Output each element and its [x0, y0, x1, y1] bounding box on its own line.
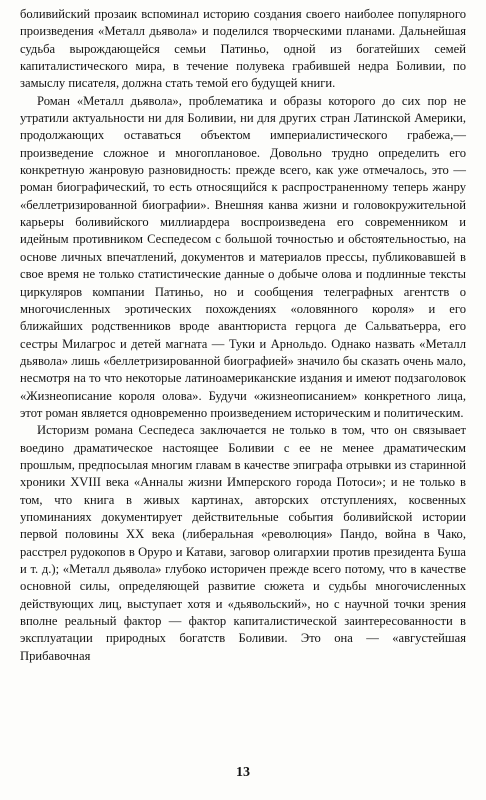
paragraph-novel-genre: Роман «Металл дьявола», проблематика и образы которого до сих пор не утратили актуальности ни для Боливии, ни для других стран Латинской Америки, продолжающих оставаться объектом империалистического грабежа,— произведение сложное и многоплановое. Довольно трудно определить его конкретную жанровую разновидность: прежде всего, как уже отмечалось, это — роман биографический, то есть относящийся к распространенному теперь жанру «беллетризированной биографии». Внешняя канва жизни и головокружительной карьеры боливийского миллиардера воспроизведена его современником и идейным противником Сеспедесом с большой точностью и обстоятельностью, на основе личных впечатлений, документов и материалов прессы, публиковавшей в свое время не только статистические данные о добыче олова и подлинные тексты циркуляров компании Патиньо, но и сообщения телеграфных агентств о многочисленных эротических похождениях «оловянного короля» и его ближайших родственников вроде авантюриста герцога де Сальватьерра, его сестры Милагрос и детей магната — Туки и Арнольдо. Однако назвать «Металл дьявола» лишь «беллетризированной биографией» значило бы сказать очень мало, несмотря на то что некоторые латиноамериканские издания и имеют подзаголовок «Жизнеописание короля олова». Будучи «жизнеописанием» конкретного лица, этот роман является одновременно произведением историческим и политическим.	[20, 93, 466, 420]
body-text	[20, 6, 466, 665]
paragraph-continued: боливийский прозаик вспоминал историю создания своего наиболее популярного произведения «Металл дьявола» и поделился творческими планами. Дальнейшая судьба вырождающейся семьи Патиньо, одной из богатейших семей капиталистического мира, в течение полувека грабившей недра Боливии, по замыслу писателя, должна стать темой его будущей книги.	[20, 7, 466, 91]
paragraph-historicism: Историзм романа Сеспедеса заключается не только в том, что он связывает воедино драматическое настоящее Боливии с ее не менее драматическим прошлым, предпосылая многим главам в качестве эпиграфа отрывки из старинной хроники XVIII века «Анналы жизни Имперского города Потоси»; и не только в том, что книга в живых картинах, авторских отступлениях, косвенных упоминаниях документирует действительные события боливийской истории первой половины XX века (либеральная «революция» Пандо, война в Чако, расстрел рудокопов в Оруро и Катави, заговор олигархии против президента Буша и т. д.); «Металл дьявола» глубоко историчен прежде всего потому, что в качестве основной силы, определяющей развитие сюжета и судьбы многочисленных действующих лиц, выступает хотя и «дьявольский», но с научной точки зрения вполне реальный фактор — фактор капиталистической заинтересованности в эксплуатации природных богатств Боливии. Это она — «августейшая Прибавочная	[20, 423, 466, 663]
page-number: 13	[236, 765, 250, 780]
